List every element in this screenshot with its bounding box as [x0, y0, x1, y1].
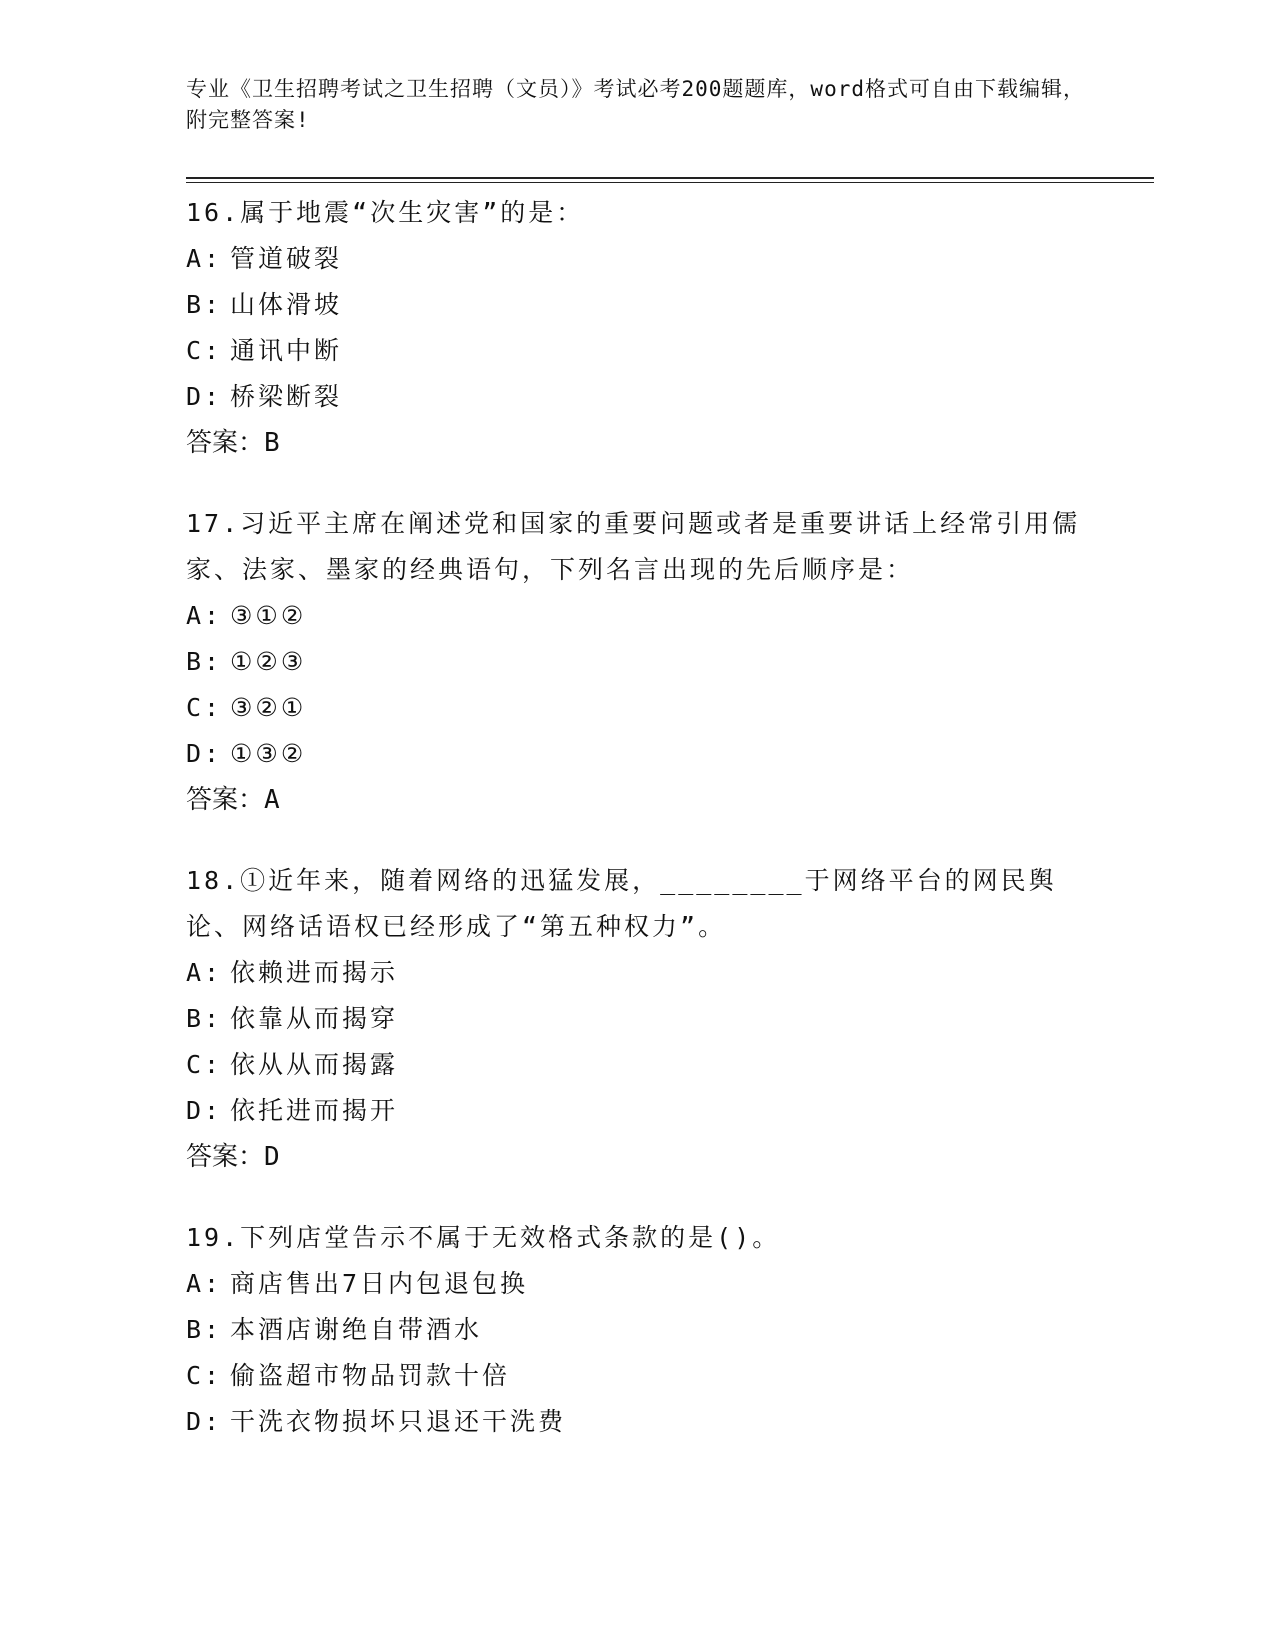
option-text: 山体滑坡 — [230, 290, 343, 319]
option-key: C: — [186, 336, 223, 365]
question-16 — [186, 190, 1086, 466]
option-key: C: — [186, 1361, 223, 1390]
option-key: C: — [186, 1050, 223, 1079]
option-key: B: — [186, 647, 223, 676]
option-d — [186, 1088, 1086, 1134]
option-text: ①③② — [230, 739, 307, 768]
option-text: 依从从而揭露 — [230, 1050, 399, 1079]
option-text: ①②③ — [230, 647, 307, 676]
option-key: A: — [186, 958, 223, 987]
option-c — [186, 328, 1086, 374]
option-key: B: — [186, 1315, 223, 1344]
option-c — [186, 1353, 1086, 1399]
answer-line — [186, 777, 1086, 823]
header-divider-thin — [186, 182, 1154, 183]
option-b — [186, 639, 1086, 685]
option-a — [186, 1261, 1086, 1307]
option-key: D: — [186, 1096, 223, 1125]
option-key: B: — [186, 1004, 223, 1033]
question-list — [186, 190, 1086, 1480]
question-stem: 17.习近平主席在阐述党和国家的重要问题或者是重要讲话上经常引用儒家、法家、墨家的经典语句，下列名言出现的先后顺序是： — [186, 509, 1081, 584]
answer-value: A — [264, 785, 280, 815]
option-a — [186, 950, 1086, 996]
header-divider-thick — [186, 177, 1154, 179]
answer-label: 答案： — [186, 428, 265, 458]
option-c — [186, 1042, 1086, 1088]
option-b — [186, 1307, 1086, 1353]
option-key: D: — [186, 1407, 223, 1436]
option-text: ③①② — [230, 601, 307, 630]
option-text: 本酒店谢绝自带酒水 — [230, 1315, 483, 1344]
question-17 — [186, 501, 1086, 823]
option-text: 偷盗超市物品罚款十倍 — [230, 1361, 511, 1390]
answer-line — [186, 420, 1086, 466]
option-a — [186, 236, 1086, 282]
question-stem: 18.①近年来，随着网络的迅猛发展，________于网络平台的网民舆论、网络话语权已经形成了“第五种权力”。 — [186, 866, 1057, 941]
answer-line — [186, 1134, 1086, 1180]
option-key: D: — [186, 382, 223, 411]
option-d — [186, 1399, 1086, 1445]
option-d — [186, 374, 1086, 420]
option-text: 商店售出7日内包退包换 — [230, 1269, 529, 1298]
question-stem: 19.下列店堂告示不属于无效格式条款的是()。 — [186, 1223, 781, 1252]
option-b — [186, 996, 1086, 1042]
option-key: A: — [186, 244, 223, 273]
option-text: 通讯中断 — [230, 336, 343, 365]
option-key: B: — [186, 290, 223, 319]
option-key: D: — [186, 739, 223, 768]
option-key: A: — [186, 601, 223, 630]
question-stem: 16.属于地震“次生灾害”的是： — [186, 198, 585, 227]
option-text: 依托进而揭开 — [230, 1096, 399, 1125]
answer-value: D — [264, 1142, 280, 1172]
option-c — [186, 685, 1086, 731]
answer-label: 答案： — [186, 785, 265, 815]
question-18 — [186, 858, 1086, 1180]
option-key: C: — [186, 693, 223, 722]
document-intro: 专业《卫生招聘考试之卫生招聘（文员）》考试必考200题题库，word格式可自由下载编辑，附完整答案! — [186, 77, 1085, 132]
option-text: 依赖进而揭示 — [230, 958, 399, 987]
option-text: 干洗衣物损坏只退还干洗费 — [230, 1407, 567, 1436]
question-19 — [186, 1215, 1086, 1445]
option-a — [186, 593, 1086, 639]
option-text: ③②① — [230, 693, 307, 722]
option-key: A: — [186, 1269, 223, 1298]
option-text: 桥梁断裂 — [230, 382, 343, 411]
answer-value: B — [264, 428, 280, 458]
option-d — [186, 731, 1086, 777]
answer-label: 答案： — [186, 1142, 265, 1172]
option-text: 依靠从而揭穿 — [230, 1004, 399, 1033]
option-text: 管道破裂 — [230, 244, 343, 273]
option-b — [186, 282, 1086, 328]
